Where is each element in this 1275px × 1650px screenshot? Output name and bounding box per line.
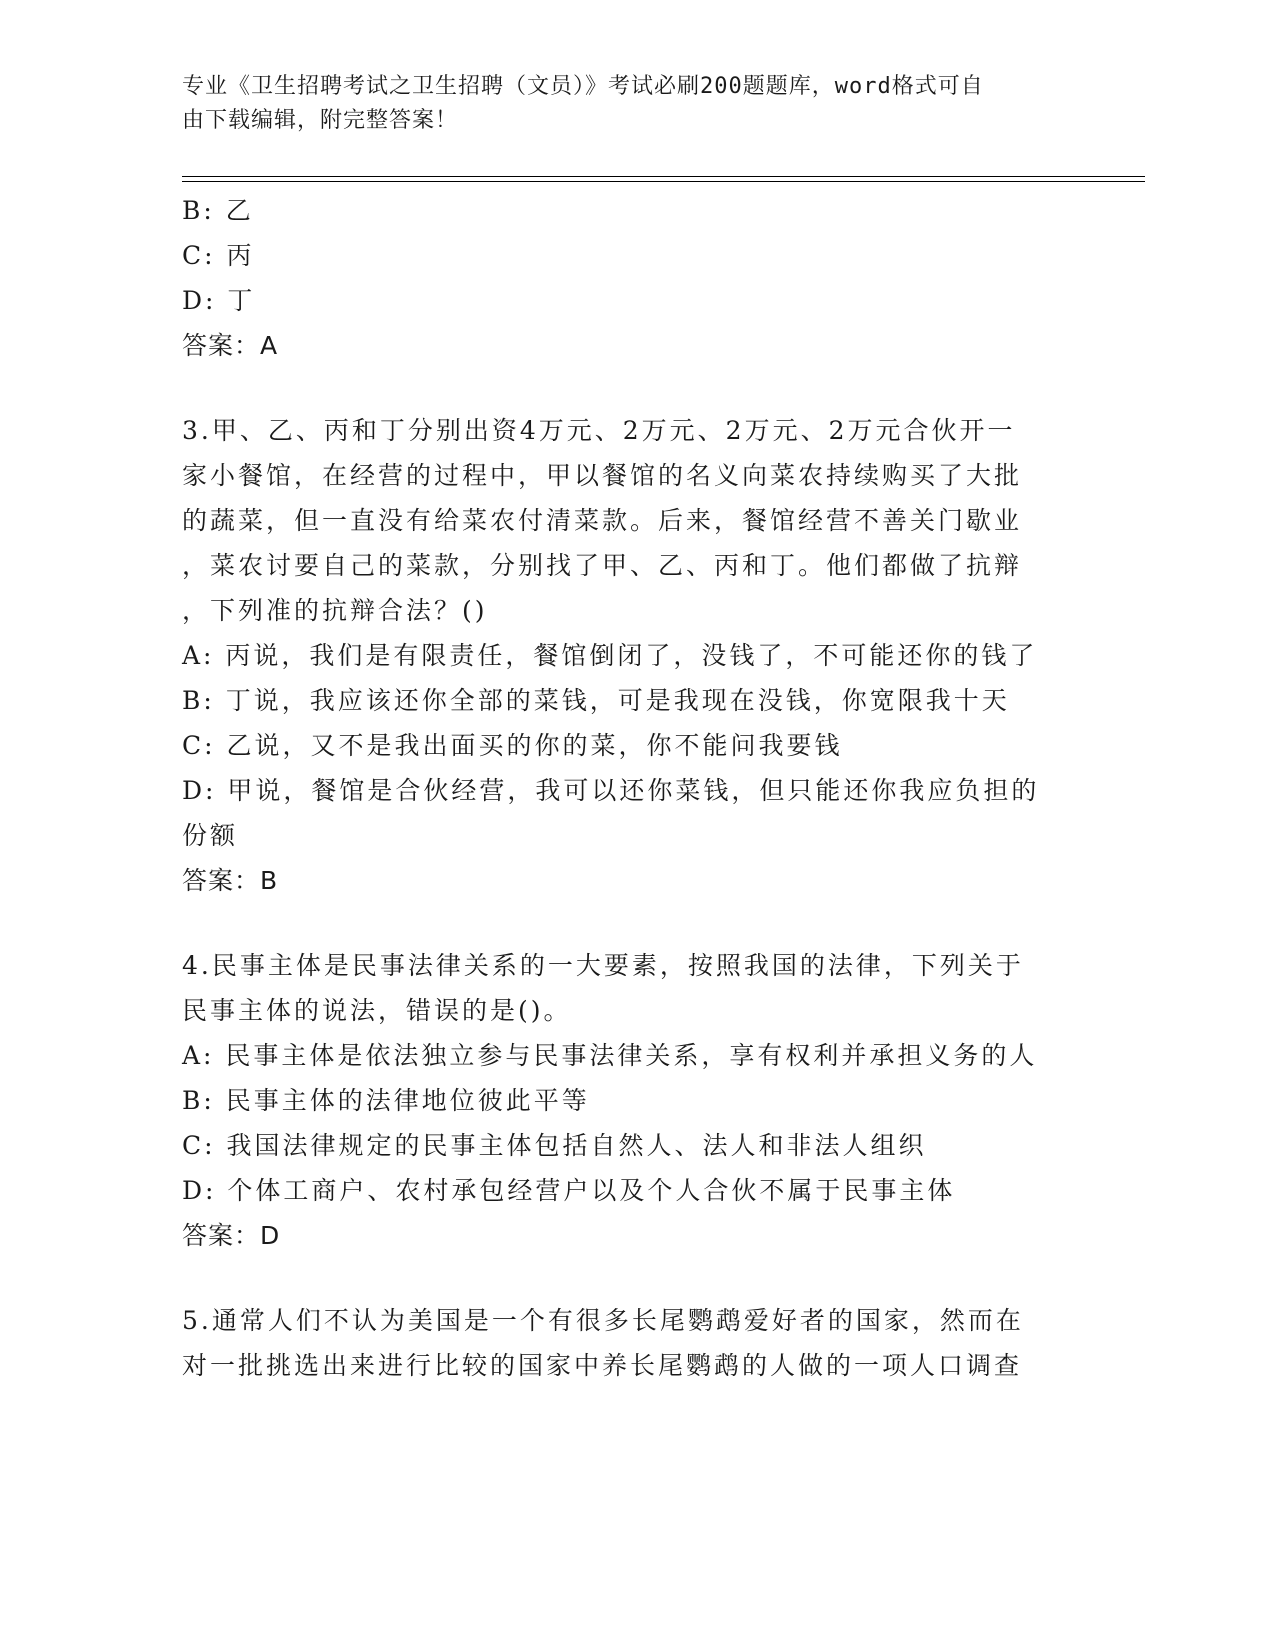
question-stem-line: 家小餐馆，在经营的过程中，甲以餐馆的名义向菜农持续购买了大批 bbox=[182, 461, 1023, 490]
option-b: B: 丁说，我应该还你全部的菜钱，可是我现在没钱，你宽限我十天 bbox=[182, 686, 1010, 715]
header-line-2: 由下载编辑，附完整答案！ bbox=[182, 108, 459, 133]
option-d: D: 个体工商户、农村承包经营户以及个人合伙不属于民事主体 bbox=[182, 1176, 956, 1205]
option-d: D: 丁 bbox=[182, 286, 256, 315]
page-header bbox=[182, 70, 1062, 138]
question-spacer bbox=[182, 368, 1082, 408]
answer: 答案：A bbox=[182, 331, 279, 360]
question-stem-line: 3.甲、乙、丙和丁分别出资4万元、2万元、2万元、2万元合伙开一 bbox=[182, 416, 1016, 445]
option-d: D: 甲说，餐馆是合伙经营，我可以还你菜钱，但只能还你我应负担的 bbox=[182, 776, 1040, 805]
option-c: C: 我国法律规定的民事主体包括自然人、法人和非法人组织 bbox=[182, 1131, 927, 1160]
question-stem-line: 4.民事主体是民事法律关系的一大要素，按照我国的法律，下列关于 bbox=[182, 951, 1024, 980]
header-divider bbox=[182, 176, 1145, 182]
question-stem-line: ，菜农讨要自己的菜款，分别找了甲、乙、丙和丁。他们都做了抗辩 bbox=[182, 551, 1023, 580]
question-stem-line: ，下列准的抗辩合法？() bbox=[182, 596, 488, 625]
answer: 答案：B bbox=[182, 866, 279, 895]
option-b: B: 民事主体的法律地位彼此平等 bbox=[182, 1086, 590, 1115]
question-stem-line: 的蔬菜，但一直没有给菜农付清菜款。后来，餐馆经营不善关门歇业 bbox=[182, 506, 1023, 535]
option-b: B: 乙 bbox=[182, 196, 254, 225]
option-a: A: 丙说，我们是有限责任，餐馆倒闭了，没钱了，不可能还你的钱了 bbox=[182, 641, 1038, 670]
question-stem-line: 5.通常人们不认为美国是一个有很多长尾鹦鹉爱好者的国家，然而在 bbox=[182, 1306, 1024, 1335]
question-4 bbox=[182, 943, 1082, 1258]
option-a: A: 民事主体是依法独立参与民事法律关系，享有权利并承担义务的人 bbox=[182, 1041, 1038, 1070]
question-2-tail bbox=[182, 188, 1082, 368]
question-5 bbox=[182, 1298, 1082, 1388]
question-3 bbox=[182, 408, 1082, 903]
answer: 答案：D bbox=[182, 1221, 281, 1250]
question-stem-line: 民事主体的说法，错误的是()。 bbox=[182, 996, 572, 1025]
question-stem-line: 对一批挑选出来进行比较的国家中养长尾鹦鹉的人做的一项人口调查 bbox=[182, 1351, 1023, 1380]
question-spacer bbox=[182, 1258, 1082, 1298]
question-spacer bbox=[182, 903, 1082, 943]
option-c: C: 丙 bbox=[182, 241, 255, 270]
option-c: C: 乙说，又不是我出面买的你的菜，你不能问我要钱 bbox=[182, 731, 843, 760]
header-line-1: 专业《卫生招聘考试之卫生招聘（文员）》考试必刷200题题库，word格式可自 bbox=[182, 74, 984, 99]
option-d-continued: 份额 bbox=[182, 821, 239, 850]
document-body bbox=[182, 188, 1082, 1388]
